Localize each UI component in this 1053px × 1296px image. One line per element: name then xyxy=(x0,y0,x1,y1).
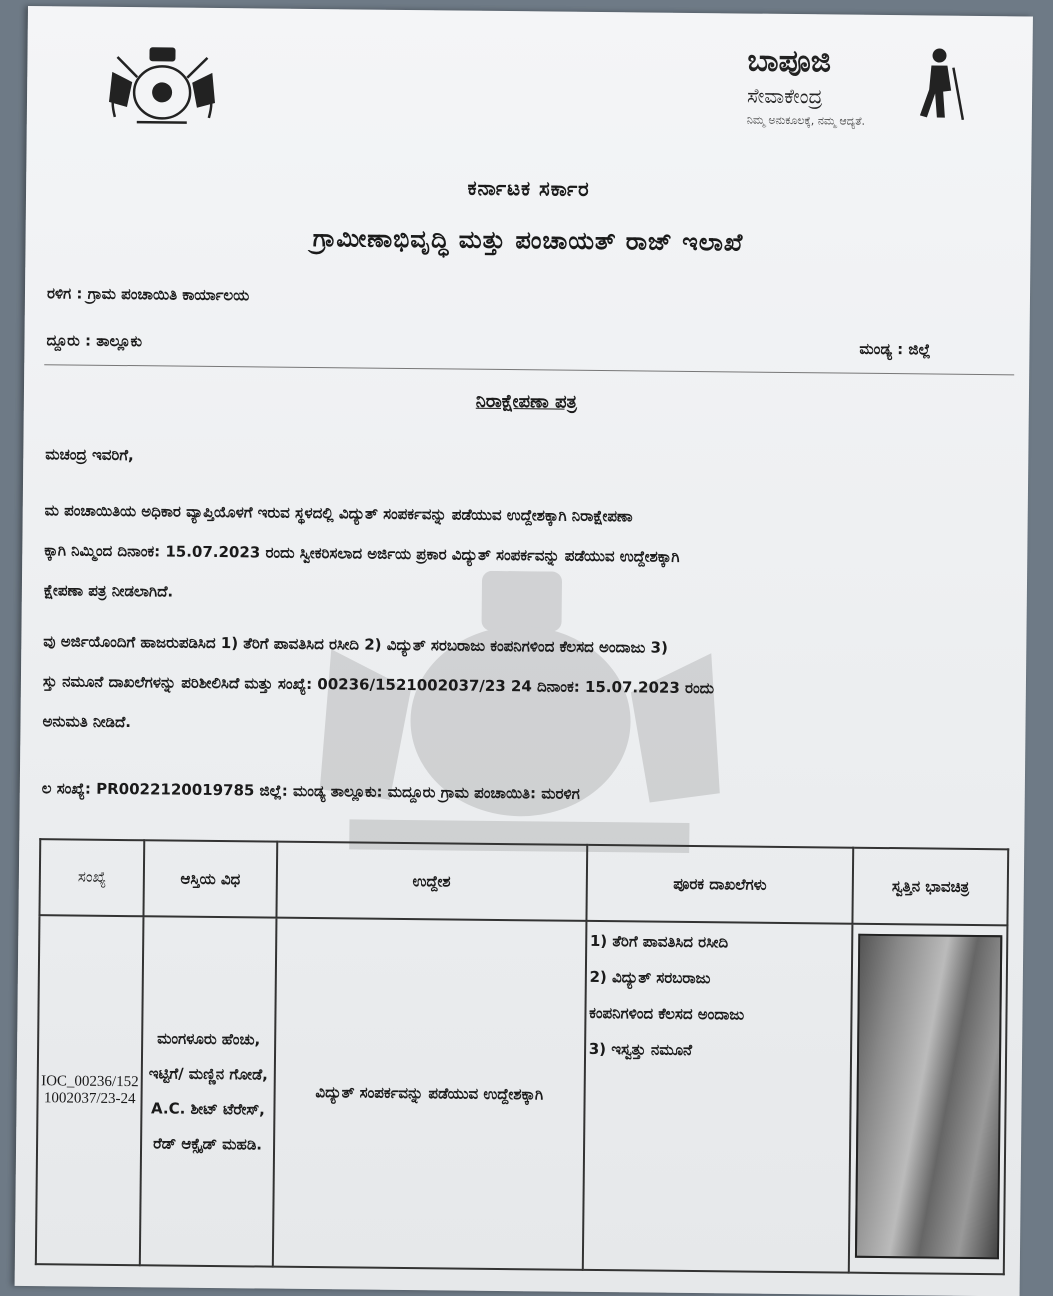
department-title: ಗ್ರಾಮೀಣಾಭಿವೃದ್ಧಿ ಮತ್ತು ಪಂಚಾಯತ್ ರಾಜ್ ಇಲಾಖೆ xyxy=(312,223,744,257)
document-item: 1) ತೆರಿಗೆ ಪಾವತಿಸಿದ ರಸೀದಿ xyxy=(589,931,729,952)
document-item: 3) ಇಸ್ವತ್ತು ನಮೂನೆ xyxy=(588,1039,693,1060)
karnataka-emblem-icon xyxy=(97,37,228,133)
paragraph-2 xyxy=(42,621,1003,751)
property-table xyxy=(35,838,1009,1275)
paragraph-2-line-2: ಸ್ತು ನಮೂನೆ ದಾಖಲೆಗಳನ್ನು ಪರಿಶೀಲಿಸಿದೆ ಮತ್ತು ಸಂಖ್ಯೆ: 00236/1521002037/23 24 ದಿನಾಂಕ: 15.07.2023 ರಂದು xyxy=(42,672,715,698)
cell-property-type: ಮಂಗಳೂರು ಹೆಂಚು, ಇಟ್ಟಿಗೆ/ ಮಣ್ಣಿನ ಗೋಡೆ, A.C. ಶೀಟ್ ಟೆರೇಸ್, ರೆಡ್ ಆಕ್ಸೈಡ್ ಮಹಡಿ. xyxy=(140,916,276,1266)
header-documents: ಪೂರಕ ದಾಖಲೆಗಳು xyxy=(586,845,854,924)
paragraph-1-line-2: ಕ್ಕಾಗಿ ನಿಮ್ಮಿಂದ ದಿನಾಂಕ: 15.07.2023 ರಂದು ಸ್ವೀಕರಿಸಲಾದ ಅರ್ಜಿಯ ಪ್ರಕಾರ ವಿದ್ಯುತ್ ಸಂಪರ್ಕವನ್ನು ಪಡೆಯುವ ಉದ್ದೇಶಕ್ಕಾಗಿ xyxy=(44,541,680,566)
cell-number: IOC_00236/1521002037/23-24 xyxy=(36,915,144,1265)
document-page xyxy=(15,6,1033,1296)
header-property-type: ಆಸ್ತಿಯ ವಿಧ xyxy=(144,840,277,917)
addressee: ಮಚಂದ್ರ ಇವರಿಗೆ, xyxy=(45,445,134,465)
document-item: ಕಂಪನಿಗಳಿಂದ ಕೆಲಸದ ಅಂದಾಜು xyxy=(589,1003,745,1024)
brand-tagline: ನಿಮ್ಮ ಅನುಕೂಲಕ್ಕೆ, ನಮ್ಮ ಆದ್ಯತೆ. xyxy=(746,113,866,128)
cell-purpose: ವಿದ್ಯುತ್ ಸಂಪರ್ಕವನ್ನು ಪಡೆಯುವ ಉದ್ದೇಶಕ್ಕಾಗಿ xyxy=(273,918,587,1270)
office-line: ರಳಿಗ : ಗ್ರಾಮ ಪಂಚಾಯಿತಿ ಕಾರ್ಯಾಲಯ xyxy=(46,284,250,305)
table-header-row xyxy=(39,839,1008,925)
table-row xyxy=(36,915,1008,1274)
district-line: ಮಂಡ್ಯ : ಜಿಲ್ಲೆ xyxy=(859,339,931,359)
document-item: 2) ವಿದ್ಯುತ್ ಸರಬರಾಜು xyxy=(589,967,711,988)
document-title: ನಿರಾಕ್ಷೇಪಣಾ ಪತ್ರ xyxy=(475,390,578,413)
cell-documents xyxy=(582,921,852,1273)
property-photo xyxy=(855,934,1002,1259)
brand-name: ಬಾಪೂಜಿ xyxy=(747,43,832,80)
header-divider xyxy=(44,364,1014,375)
paragraph-1-line-3: ಕ್ಷೇಪಣಾ ಪತ್ರ ನೀಡಲಾಗಿದೆ. xyxy=(43,581,174,601)
brand-sub: ಸೇವಾಕೇಂದ್ರ xyxy=(746,83,823,109)
property-details: ಲ ಸಂಖ್ಯೆ: PR0022120019785 ಜಿಲ್ಲೆ: ಮಂಡ್ಯ ತಾಲ್ಲೂಕು: ಮದ್ದೂರು ಗ್ರಾಮ ಪಂಚಾಯಿತಿ: ಮರಳಿಗ xyxy=(41,779,580,803)
paragraph-2-line-1: ವು ಅರ್ಜಿಯೊಂದಿಗೆ ಹಾಜರುಪಡಿಸಿದ 1) ತೆರಿಗೆ ಪಾವತಿಸಿದ ರಸೀದಿ 2) ವಿದ್ಯುತ್ ಸರಬರಾಜು ಕಂಪನಿಗಳಿಂದ ಕೆಲಸದ ಅಂದಾಜು 3) xyxy=(43,632,668,657)
addressee-line xyxy=(45,434,1005,484)
gandhi-walking-icon xyxy=(907,45,968,121)
government-title: ಕರ್ನಾಟಕ ಸರ್ಕಾರ xyxy=(467,175,590,201)
header-number: ಸಂಖ್ಯೆ xyxy=(39,839,144,916)
taluk-line: ದ್ದೂರು : ತಾಲ್ಲೂಕು xyxy=(46,331,143,351)
paragraph-1 xyxy=(44,490,1005,620)
header-purpose: ಉದ್ದೇಶ xyxy=(276,842,587,921)
bapuji-seva-kendra-logo xyxy=(747,44,968,146)
paragraph-1-line-1: ಮ ಪಂಚಾಯಿತಿಯ ಅಧಿಕಾರ ವ್ಯಾಪ್ತಿಯೊಳಗೆ ಇರುವ ಸ್ಥಳದಲ್ಲಿ ವಿದ್ಯುತ್ ಸಂಪರ್ಕವನ್ನು ಪಡೆಯುವ ಉದ್ದೇಶಕ್ಕಾಗಿ ನಿರಾಕ್ಷೇಪಣಾ xyxy=(44,501,633,526)
property-line xyxy=(42,768,1002,818)
paragraph-2-line-3: ಅನುಮತಿ ನೀಡಿದೆ. xyxy=(42,712,132,732)
header-photo: ಸ್ವತ್ತಿನ ಭಾವಚಿತ್ರ xyxy=(853,848,1008,926)
cell-photo xyxy=(849,924,1007,1275)
